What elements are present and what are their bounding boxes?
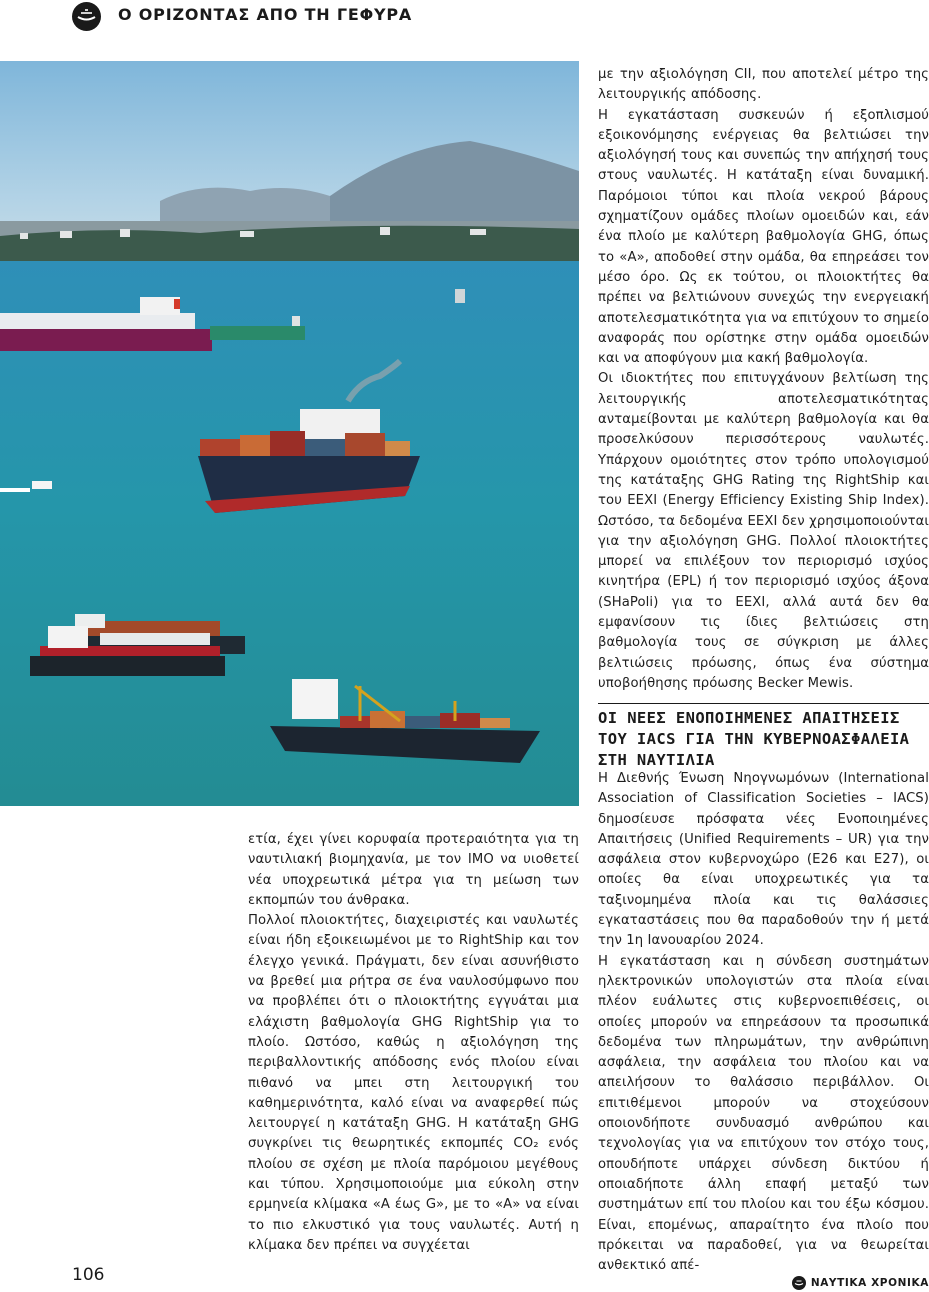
ship-bridge-logo-icon — [72, 2, 101, 31]
section-divider — [598, 703, 929, 704]
ships-at-anchorage-photo — [0, 61, 579, 806]
page-header — [0, 0, 929, 40]
left-article-column — [248, 830, 579, 1256]
right-article-column-bottom — [598, 769, 929, 1276]
paragraph: Η εγκατάσταση συσκευών ή εξοπλισμού εξοικονόμησης ενέργειας θα βελτιώσει την αξιολόγησή τους και συνεπώς την απήχησή τους στους ναυλωτές. Η κατάταξη είναι δυναμική. Παρόμοιοι τύποι και πλοία νεκρού βάρους σχηματίζουν ομάδες πλοίων ομοειδών και, εάν ένα πλοίο με καλύτερη βαθμολογία GHG, όπως το «A», αποδοθεί στην ομάδα, θα επηρεάσει τον μέσο όρο. Ως εκ τούτου, οι πλοιοκτήτες θα πρέπει να βελτιώνουν συνεχώς την ενεργειακή αποτελεσματικότητα για να επιτύχουν το σημείο αναφοράς που ορίστηκε στην ομάδα ομοειδών και να αποφύγουν μια κακή βαθμολογία. — [598, 107, 929, 367]
footer-brand — [792, 1274, 929, 1292]
naftika-chronika-logo-icon — [792, 1276, 806, 1290]
section-title: Ο ΟΡΙΖΟΝΤΑΣ ΑΠΟ ΤΗ ΓΕΦΥΡΑ — [118, 5, 413, 24]
paragraph: με την αξιολόγηση CII, που αποτελεί μέτρο της λειτουργικής απόδοσης. — [598, 67, 929, 103]
article-subheading: ΟΙ ΝΕΕΣ ΕΝΟΠΟΙΗΜΕΝΕΣ ΑΠΑΙΤΗΣΕΙΣ ΤΟΥ IACS ΓΙΑ ΤΗΝ ΚΥΒΕΡΝΟΑΣΦΑΛΕΙΑ ΣΤΗ ΝΑΥΤΙΛΙΑ — [598, 709, 910, 769]
paragraph: ετία, έχει γίνει κορυφαία προτεραιότητα για τη ναυτιλιακή βιομηχανία, με τον ΙΜΟ να υιοθετεί νέα υποχρεωτικά μέτρα για τη μείωση των εκπομπών του άνθρακα. — [248, 832, 579, 908]
paragraph: Η Διεθνής Ένωση Νηογνωμόνων (International Association of Classification Societies – IACS) δημοσίευσε πρόσφατα νέες Ενοποιημένες Απαιτήσεις (Unified Requirements – UR) για την ασφάλεια στον κυβερνοχώρο (E26 και E27), οι οποίες θα είναι υποχρεωτικές για τα ταξινομημένα πλοία και τις θαλάσσιες εγκαταστάσεις που θα παραδοθούν την ή μετά την 1η Ιανουαρίου 2024. — [598, 771, 929, 949]
right-article-column-top — [598, 65, 929, 694]
brand-name: ΝΑΥΤΙΚΑ ΧΡΟΝΙΚΑ — [810, 1277, 929, 1289]
paragraph: Η εγκατάσταση και η σύνδεση συστημάτων ηλεκτρονικών υπολογιστών στα πλοία είναι πλέον ευάλωτες στις κυβερνοεπιθέσεις, οι οποίες μπορούν να επηρεάσουν τα προσωπικά δεδομένα των πληρωμάτων, την ανθρώπινη ασφάλεια, την ασφάλεια του πλοίου και να απειλήσουν το θαλάσσιο περιβάλλον. Οι επιτιθέμενοι μπορούν να στοχεύσουν οποιονδήποτε συνδυασμό ανθρώπου και τεχνολογίας για να επιτύχουν τον στόχο τους, οπουδήποτε υπάρχει σύνδεση δικτύου ή οποιαδήποτε άλλη επαφή μεταξύ των συστημάτων επί του πλοίου και του έξω κόσμου. Είναι, επομένως, απαραίτητο ένα πλοίο που πρόκειται να παραδοθεί, για να θεωρείται ανθεκτικό απέ- — [598, 953, 929, 1274]
page-number: 106 — [72, 1265, 105, 1285]
paragraph: Οι ιδιοκτήτες που επιτυγχάνουν βελτίωση της λειτουργικής αποτελεσματικότητας ανταμείβονται με καλύτερη βαθμολογία και θα προσελκύσουν περισσότερους ναυλωτές. Υπάρχουν ομοιότητες στον τρόπο υπολογισμού της κατάταξης GHG Rating της RightShip και του EEXI (Energy Efficiency Existing Ship Index). Ωστόσο, τα δεδομένα EEXI δεν χρησιμοποιούνται για την αξιολόγηση GHG. Πολλοί πλοιοκτήτες μπορεί να επιλέξουν τον περιορισμό ισχύος κινητήρα (EPL) ή τον περιορισμό ισχύος άξονα (SHaPoli) για το EEXI, αλλά αυτά δεν θα εμφανίσουν τις ίδιες βελτιώσεις στη βαθμολογία τους σε σύγκριση με άλλες βελτιώσεις πρόωσης, όπως ένα σύστημα υποβοήθησης πρόωσης Becker Mewis. — [598, 371, 929, 691]
paragraph: Πολλοί πλοιοκτήτες, διαχειριστές και ναυλωτές είναι ήδη εξοικειωμένοι με το RightShip και τον έλεγχο γενικά. Πράγματι, δεν είναι ασυνήθιστο να βρεθεί μια ρήτρα σε ένα ναυλοσύμφωνο που να προβλέπει ότι ο πλοιοκτήτης εγγυάται μια ελάχιστη βαθμολογία GHG RightShip για το πλοίο. Ωστόσο, καθώς η αξιολόγηση της περιβαλλοντικής απόδοσης ενός πλοίου είναι πιθανό να μπει στη λειτουργική του καθημερινότητα, καλό είναι να αναφερθεί πώς λειτουργεί η κατάταξη GHG. Η κατάταξη GHG συγκρίνει τις θεωρητικές εκπομπές CO₂ ενός πλοίου σε σχέση με πλοία παρόμοιου μεγέθους και τύπου. Χρησιμοποιούμε μια εύκολη στην ερμηνεία κλίμακα «A έως G», με το «A» να είναι το πιο ελκυστικό για τους ναυλωτές. Αυτή η κλίμακα δεν πρέπει να συγχέεται — [248, 913, 579, 1253]
